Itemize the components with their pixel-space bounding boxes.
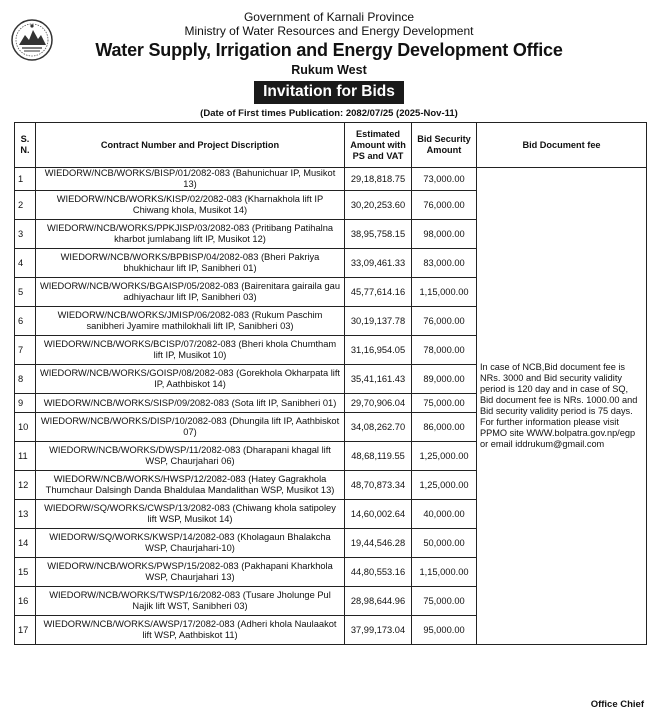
government-line: Government of Karnali Province (243, 10, 415, 24)
row-contract: WIEDORW/NCB/WORKS/PWSP/15/2082-083 (Pakhapani Kharkhola WSP, Chaurjahari 13) (36, 558, 345, 587)
row-sn: 4 (15, 249, 36, 278)
row-security: 1,25,000.00 (412, 442, 477, 471)
notice-title: Invitation for Bids (254, 81, 404, 104)
row-security: 76,000.00 (412, 191, 477, 220)
row-sn: 15 (15, 558, 36, 587)
row-sn: 3 (15, 220, 36, 249)
signature-office-chief: Office Chief (590, 699, 644, 710)
row-sn: 14 (15, 529, 36, 558)
row-sn: 1 (15, 168, 36, 191)
row-security: 1,25,000.00 (412, 471, 477, 500)
row-estimated: 45,77,614.16 (345, 278, 412, 307)
row-contract: WIEDORW/NCB/WORKS/DISP/10/2082-083 (Dhungila lift IP, Aathbiskot 07) (36, 413, 345, 442)
col-header-estimated: Estimated Amount with PS and VAT (345, 123, 412, 168)
row-sn: 8 (15, 365, 36, 394)
row-sn: 13 (15, 500, 36, 529)
row-contract: WIEDORW/NCB/WORKS/KISP/02/2082-083 (Kharnakhola lift IP Chiwang khola, Musikot 14) (36, 191, 345, 220)
row-contract: WIEDORW/NCB/WORKS/SISP/09/2082-083 (Sota lift IP, Sanibheri 01) (36, 394, 345, 413)
table-header-row (15, 123, 647, 168)
row-sn: 17 (15, 616, 36, 645)
row-contract: WIEDORW/NCB/WORKS/DWSP/11/2082-083 (Dharapani khagal lift WSP, Chaurjahari 06) (36, 442, 345, 471)
row-estimated: 35,41,161.43 (345, 365, 412, 394)
row-estimated: 19,44,546.28 (345, 529, 412, 558)
row-security: 1,15,000.00 (412, 278, 477, 307)
row-security: 86,000.00 (412, 413, 477, 442)
office-title: Water Supply, Irrigation and Energy Development Office (95, 40, 563, 60)
row-security: 83,000.00 (412, 249, 477, 278)
row-contract: WIEDORW/NCB/WORKS/BGAISP/05/2082-083 (Bairenitara gairaila gau adhiyachaur lift IP, Sanibheri 03) (36, 278, 345, 307)
row-sn: 2 (15, 191, 36, 220)
district-line: Rukum West (291, 63, 367, 77)
row-estimated: 48,68,119.55 (345, 442, 412, 471)
row-security: 73,000.00 (412, 168, 477, 191)
row-security: 75,000.00 (412, 394, 477, 413)
row-estimated: 30,19,137.78 (345, 307, 412, 336)
notice-banner-wrap (0, 81, 658, 104)
row-contract: WIEDORW/NCB/WORKS/TWSP/16/2082-083 (Tusare Jholunge Pul Najik lift WST, Sanibheri 03) (36, 587, 345, 616)
row-contract: WIEDORW/SQ/WORKS/CWSP/13/2082-083 (Chiwang khola satipoley lift WSP, Musikot 14) (36, 500, 345, 529)
row-contract: WIEDORW/NCB/WORKS/GOISP/08/2082-083 (Gorekhola Okharpata lift IP, Aathbiskot 14) (36, 365, 345, 394)
row-contract: WIEDORW/NCB/WORKS/AWSP/17/2082-083 (Adheri khola Naulaakot lift WSP, Aathbiskot 11) (36, 616, 345, 645)
row-contract: WIEDORW/NCB/WORKS/BCISP/07/2082-083 (Bheri khola Chumtham lift IP, Musikot 10) (36, 336, 345, 365)
row-estimated: 48,70,873.34 (345, 471, 412, 500)
notice-header (0, 0, 658, 120)
row-sn: 6 (15, 307, 36, 336)
row-sn: 10 (15, 413, 36, 442)
row-sn: 16 (15, 587, 36, 616)
row-contract: WIEDORW/NCB/WORKS/BPBISP/04/2082-083 (Bheri Pakriya bhukhichaur lift IP, Sanibheri 01) (36, 249, 345, 278)
col-header-security: Bid Security Amount (412, 123, 477, 168)
col-header-sn: S. N. (15, 123, 36, 168)
bids-table (14, 122, 647, 645)
row-security: 95,000.00 (412, 616, 477, 645)
row-estimated: 28,98,644.96 (345, 587, 412, 616)
row-estimated: 44,80,553.16 (345, 558, 412, 587)
row-estimated: 31,16,954.05 (345, 336, 412, 365)
row-sn: 7 (15, 336, 36, 365)
row-estimated: 14,60,002.64 (345, 500, 412, 529)
row-estimated: 29,70,906.04 (345, 394, 412, 413)
row-contract: WIEDORW/NCB/WORKS/BISP/01/2082-083 (Bahunichuar IP, Musikot 13) (36, 168, 345, 191)
col-header-contract: Contract Number and Project Discription (36, 123, 345, 168)
col-header-fee: Bid Document fee (477, 123, 647, 168)
row-sn: 9 (15, 394, 36, 413)
row-security: 98,000.00 (412, 220, 477, 249)
table-row (15, 168, 647, 191)
row-estimated: 37,99,173.04 (345, 616, 412, 645)
row-contract: WIEDORW/NCB/WORKS/JMISP/06/2082-083 (Rukum Paschim sanibheri Jyamire mathilokhali lift IP, Sanibheri 03) (36, 307, 345, 336)
row-sn: 12 (15, 471, 36, 500)
row-security: 50,000.00 (412, 529, 477, 558)
row-sn: 5 (15, 278, 36, 307)
row-estimated: 29,18,818.75 (345, 168, 412, 191)
row-contract: WIEDORW/NCB/WORKS/PPKJISP/03/2082-083 (Pritibang Patihalna kharbot jumlabang lift IP, Musikot 12) (36, 220, 345, 249)
publication-date: (Date of First times Publication: 2082/07/25 (2025-Nov-11) (200, 108, 458, 119)
bid-document-fee-note: In case of NCB,Bid document fee is NRs. 3000 and Bid security validity period is 120 day and in case of SQ, Bid document fee is NRs. 1000.00 and Bid security validity period is 75 days. For further information please visit PPMO site WWW.bolpatra.gov.np/egp or email iddrukum@gmail.com (477, 168, 647, 645)
row-security: 89,000.00 (412, 365, 477, 394)
row-sn: 11 (15, 442, 36, 471)
row-estimated: 30,20,253.60 (345, 191, 412, 220)
row-security: 1,15,000.00 (412, 558, 477, 587)
row-estimated: 33,09,461.33 (345, 249, 412, 278)
row-security: 75,000.00 (412, 587, 477, 616)
row-security: 78,000.00 (412, 336, 477, 365)
row-security: 76,000.00 (412, 307, 477, 336)
row-security: 40,000.00 (412, 500, 477, 529)
row-estimated: 38,95,758.15 (345, 220, 412, 249)
ministry-line: Ministry of Water Resources and Energy Development (184, 24, 474, 38)
row-contract: WIEDORW/NCB/WORKS/HWSP/12/2082-083 (Hatey Gagrakhola Thumchaur Dalsingh Danda Bhaldulaa Mandalithan WSP, Musikot 13) (36, 471, 345, 500)
row-estimated: 34,08,262.70 (345, 413, 412, 442)
row-contract: WIEDORW/SQ/WORKS/KWSP/14/2082-083 (Kholagaun Bhalakcha WSP, Chaurjahari-10) (36, 529, 345, 558)
